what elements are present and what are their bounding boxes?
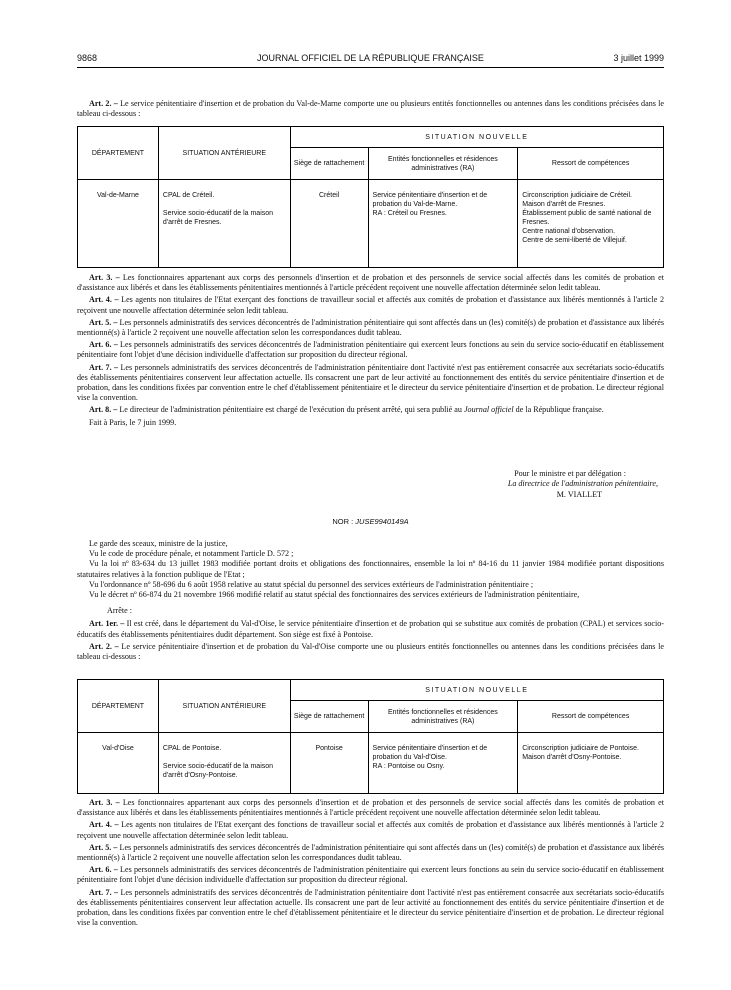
article-text: Les agents non titulaires de l'Etat exerçant des fonctions de travailleur social et affectés aux comités de probation et d'assistance aux libérés mentionnés à l'article 2 reçoivent une nouvelle affectation déterminée selon ledit tableau. (77, 820, 664, 840)
ressort-item: Circonscription judiciaire de Pontoise. (522, 745, 639, 752)
article (77, 798, 664, 818)
preamble-line: Vu l'ordonnance nº 58-696 du 6 août 1958 relative au statut spécial du personnel des services extérieurs de l'administration pénitentiaire ; (89, 579, 534, 589)
cell-entites (368, 180, 518, 268)
col-siege: Siège de rattachement (290, 701, 368, 733)
arrete: Arrête : (107, 606, 132, 616)
article-label: Art. 2. – (89, 641, 119, 651)
preamble-line: Vu la loi nº 83-634 du 13 juillet 1983 modifiée portant droits et obligations des fonctionnaires, ensemble la loi nº 84-16 du 11 janvier 1984 modifiée portant dispositions statutaires relatives à la fonction publique de l'Etat ; (77, 559, 664, 579)
article (77, 295, 664, 315)
article-text: Le service pénitentiaire d'insertion et de probation du Val-de-Marne comporte une ou plusieurs entités fonctionnelles ou antennes dans les conditions précisées dans le tableau ci-dessous : (77, 99, 664, 119)
col-siege: Siège de rattachement (290, 148, 368, 180)
signature-block (77, 469, 664, 500)
article-text: de la République française. (513, 405, 604, 415)
s2-preamble (77, 539, 664, 662)
article (77, 619, 664, 639)
article (77, 273, 664, 293)
cell-ressort (518, 180, 664, 268)
preamble-line: Vu le décret nº 66-874 du 21 novembre 1966 modifié relatif au statut spécial des fonctionnaires des services extérieurs de l'administration pénitentiaire, (89, 590, 580, 600)
col-departement: DÉPARTEMENT (78, 127, 159, 180)
cell-anterieure-1: CPAL de Créteil. (162, 192, 215, 199)
header-rule (77, 67, 664, 68)
col-ressort: Ressort de compétences (518, 701, 664, 733)
ressort-item: Maison d'arrêt d'Osny-Pontoise. (522, 754, 622, 761)
article-text: Le service pénitentiaire d'insertion et de probation du Val-d'Oise comporte une ou plusieurs entités fonctionnelles ou antennes dans les conditions précisées dans le tableau ci-dessous : (77, 641, 664, 662)
article-text: Les personnels administratifs des services déconcentrés de l'administration pénitentiaire qui sont affectés dans un (les) comité(s) de probation et d'assistance aux libérés mentionné(s) à l'article 2 reçoivent une nouvelle affectation selon les correspondances dudit tableau. (77, 842, 664, 863)
cell-anterieure-1: CPAL de Pontoise. (162, 745, 222, 752)
signature-line-2: La directrice de l'administration pénitentiaire, (507, 479, 658, 489)
article-label: Art. 5. – (89, 842, 118, 852)
article-label: Art. 1er. – (89, 619, 125, 629)
preamble-line: Vu le code de procédure pénale, et notamment l'article D. 572 ; (89, 549, 294, 559)
article (77, 888, 664, 929)
col-situation-anterieure: SITUATION ANTÉRIEURE (158, 127, 290, 180)
table-val-d-oise (77, 679, 664, 794)
cell-anterieure-2: Service socio-éducatif de la maison d'arrêt d'Osny-Pontoise. (162, 763, 274, 779)
article-text: Les personnels administratifs des services déconcentrés de l'administration pénitentiaire dont l'activité n'est pas entièrement consacrée aux secrétariats socio-éducatifs des établissements pénitentiaires conservent leur affectation actuelle. Ils consacrent une part de leur activité au fonctionnement des entités du service pénitentiaire d'insertion et de probation, dans les conditions fixées par convention entre le chef d'établissement pénitentiaire et le directeur du service pénitentiaire d'insertion et de probation. Le directeur régional vise la convention. (77, 887, 664, 928)
article-text: Le directeur de l'administration pénitentiaire est chargé de l'exécution du présent arrêté, qui sera publié au (117, 405, 464, 415)
s1-articles (77, 273, 664, 428)
cell-siege: Créteil (290, 180, 368, 268)
col-situation-anterieure: SITUATION ANTÉRIEURE (158, 680, 290, 733)
article-text: Les personnels administratifs des services déconcentrés de l'administration pénitentiaire qui exercent leurs fonctions au sein du service socio-éducatif en établissement pénitentiaire font l'objet d'une décision individuelle d'affectation sur proposition du directeur régional. (77, 865, 665, 885)
col-situation-nouvelle: SITUATION NOUVELLE (290, 127, 663, 148)
article-label: Art. 6. – (89, 865, 118, 875)
article-label: Art. 6. – (89, 340, 118, 350)
cell-anterieure-2: Service socio-éducatif de la maison d'arrêt de Fresnes. (162, 210, 274, 226)
s2-articles (77, 798, 664, 928)
article-label: Art. 7. – (89, 887, 119, 897)
fait-a: Fait à Paris, le 7 juin 1999. (89, 417, 177, 427)
article (77, 340, 664, 360)
col-departement: DÉPARTEMENT (78, 680, 159, 733)
article (77, 363, 664, 404)
article-text: Les fonctionnaires appartenant aux corps des personnels d'insertion et de probation et des personnels de service social affectés dans les comités de probation et d'assistance aux libérés et dans les établissements pénitentiaires mentionnés à l'article précédent reçoivent une nouvelle affectation déterminée selon ledit tableau. (77, 273, 664, 293)
cell-entites-1: Service pénitentiaire d'insertion et de probation du Val-d'Oise. (372, 745, 488, 761)
article-label: Art. 3. – (89, 273, 120, 282)
page-number: 9868 (77, 53, 98, 63)
col-situation-nouvelle: SITUATION NOUVELLE (290, 680, 663, 701)
article (77, 318, 664, 338)
col-ressort: Ressort de compétences (518, 148, 664, 180)
article-label: Art. 7. – (89, 362, 119, 372)
table-val-de-marne (77, 126, 664, 268)
preamble-line: Le garde des sceaux, ministre de la justice, (89, 539, 228, 548)
article (77, 843, 664, 863)
nor-code: JUSE9940149A (355, 517, 409, 526)
ressort-item: Maison d'arrêt de Fresnes. (522, 201, 606, 208)
article-label: Art. 2. – (89, 99, 118, 108)
article (77, 820, 664, 840)
ressort-item: Établissement public de santé national de Fresnes. (522, 210, 652, 226)
nor-reference (77, 517, 664, 526)
cell-ressort (518, 733, 664, 794)
journal-name: Journal officiel (463, 405, 514, 415)
article (77, 642, 664, 662)
col-entites: Entités fonctionnelles et résidences administratives (RA) (368, 701, 518, 733)
signature-line-1: Pour le ministre et par délégation : (514, 469, 626, 478)
cell-entites-2: RA : Créteil ou Fresnes. (372, 210, 447, 217)
cell-departement: Val-d'Oise (78, 733, 159, 794)
journal-title: JOURNAL OFFICIEL DE LA RÉPUBLIQUE FRANÇAISE (257, 53, 484, 63)
publication-date: 3 juillet 1999 (613, 53, 664, 63)
article (77, 405, 664, 415)
col-entites: Entités fonctionnelles et résidences administratives (RA) (368, 148, 518, 180)
ressort-item: Circonscription judiciaire de Créteil. (522, 192, 632, 199)
article-text: Les personnels administratifs des services déconcentrés de l'administration pénitentiaire qui exercent leurs fonctions au sein du service socio-éducatif en établissement pénitentiaire font l'objet d'une décision individuelle d'affectation sur proposition du directeur régional. (77, 340, 665, 360)
article (77, 865, 664, 885)
s1-art2 (77, 99, 664, 119)
page-header (77, 53, 664, 67)
article-text: Les personnels administratifs des services déconcentrés de l'administration pénitentiaire qui sont affectés dans un (les) comité(s) de probation et d'assistance aux libérés mentionné(s) à l'article 2 reçoivent une nouvelle affectation selon les correspondances dudit tableau. (77, 317, 664, 338)
cell-siege: Pontoise (290, 733, 368, 794)
article-label: Art. 8. – (89, 405, 118, 415)
ressort-item: Centre national d'observation. (522, 228, 616, 235)
cell-entites-1: Service pénitentiaire d'insertion et de probation du Val-de-Marne. (372, 192, 488, 208)
article-label: Art. 4. – (89, 820, 119, 830)
signature-name: M. VIALLET (556, 489, 602, 499)
article-text: Il est créé, dans le département du Val-d'Oise, le service pénitentiaire d'insertion et de probation qui se substitue aux comités de probation (CPAL) et services socio-éducatifs des établissements pénitentiaires dudit département. Son siège est fixé à Pontoise. (77, 619, 664, 639)
article-label: Art. 3. – (89, 798, 120, 807)
article-label: Art. 4. – (89, 295, 119, 305)
cell-departement: Val-de-Marne (78, 180, 159, 268)
article-text: Les personnels administratifs des services déconcentrés de l'administration pénitentiaire dont l'activité n'est pas entièrement consacrée aux secrétariats socio-éducatifs des établissements pénitentiaires conservent leur affectation actuelle. Ils consacrent une part de leur activité au fonctionnement des entités du service pénitentiaire d'insertion et de probation, dans les conditions fixées par convention entre le chef d'établissement pénitentiaire et le directeur du service pénitentiaire d'insertion et de probation. Le directeur régional vise la convention. (77, 362, 664, 403)
cell-anterieure (158, 180, 290, 268)
article-label: Art. 5. – (89, 317, 118, 327)
nor-label: NOR : (332, 517, 354, 526)
cell-anterieure (158, 733, 290, 794)
cell-entites (368, 733, 518, 794)
article-text: Les fonctionnaires appartenant aux corps des personnels d'insertion et de probation et des personnels de service social affectés dans les comités de probation et d'assistance aux libérés et dans les établissements pénitentiaires mentionnés à l'article précédent reçoivent une nouvelle affectation déterminée selon ledit tableau. (77, 798, 664, 818)
ressort-item: Centre de semi-liberté de Villejuif. (522, 237, 627, 244)
article-text: Les agents non titulaires de l'Etat exerçant des fonctions de travailleur social et affectés aux comités de probation et d'assistance aux libérés mentionnés à l'article 2 reçoivent une nouvelle affectation déterminée selon ledit tableau. (77, 295, 664, 315)
cell-entites-2: RA : Pontoise ou Osny. (372, 763, 445, 770)
